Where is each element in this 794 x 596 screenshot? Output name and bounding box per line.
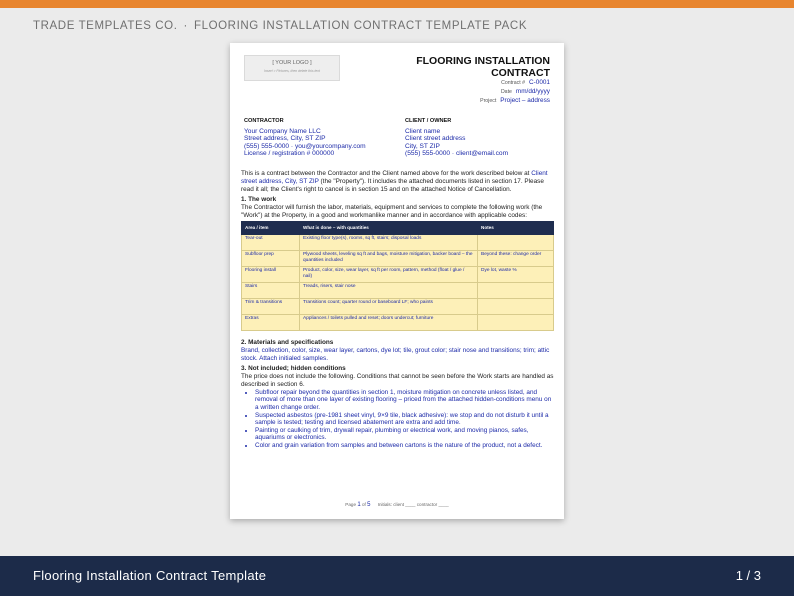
section-text: The price does not include the following. Conditions that cannot be seen before the Work starts are handled as described in section 6.: [241, 373, 554, 388]
client-line: (555) 555-0000 · client@email.com: [405, 150, 509, 158]
accent-stripe: [0, 0, 794, 8]
table-cell: Product, color, size, wear layer, sq ft per room, pattern, method (float / glue / nail): [300, 267, 478, 283]
header-separator: ·: [183, 20, 188, 32]
client-line: Client street address: [405, 135, 466, 143]
table-row: [242, 299, 554, 315]
project-value: Project – address: [500, 96, 550, 104]
list-item: • Color and grain variation from samples and between cartons is the nature of the product, not a defect.: [255, 442, 554, 449]
intro-text: This is a contract between the Contractor and the Client named above for the work described below at: [241, 170, 532, 177]
slide-indicator: 1 / 3: [735, 568, 761, 583]
client-label: CLIENT / OWNER: [405, 118, 452, 124]
list-item: • Subfloor repair beyond the quantities in section 1, moisture mitigation on concrete unless listed, and removal of more than one layer of existing flooring – priced from the attached hidden-conditions menu on a written change order.: [255, 389, 554, 411]
contract-number-label: Contract #: [501, 80, 526, 86]
table-cell: Existing floor type(s), rooms, sq ft, stairs; disposal loads: [300, 235, 478, 251]
table-cell: Transitions count; quarter round or baseboard LF; who paints: [300, 299, 478, 315]
table-row: [242, 267, 554, 283]
page-total: 5: [367, 502, 371, 508]
section-heading: 1. The work: [241, 196, 277, 203]
client-line: Client name: [405, 127, 441, 135]
table-row: [242, 283, 554, 299]
table-cell: [478, 283, 554, 299]
contractor-line: Your Company Name LLC: [244, 127, 321, 135]
table-cell: Subfloor prep: [242, 251, 300, 267]
table-cell: Stairs: [242, 283, 300, 299]
contract-body: [241, 170, 554, 450]
intro-address: Client street address, City, ST ZIP: [241, 170, 548, 185]
table-row: [242, 315, 554, 331]
spacer: [241, 331, 554, 337]
document-title: [416, 55, 550, 79]
client-line: City, ST ZIP: [405, 142, 440, 150]
table-header-row: [242, 222, 554, 235]
table-cell: Trim & transitions: [242, 299, 300, 315]
page-word: Page: [345, 502, 357, 507]
of-word: of: [361, 502, 366, 507]
document-preview: [230, 43, 564, 519]
initials-line: Initials: client ____ contractor ____: [377, 502, 449, 507]
table-cell: Dye lot, waste %: [478, 267, 554, 283]
exclusions-list: [255, 389, 554, 450]
table-cell: Appliances / toilets pulled and reset; doors undercut; furniture: [300, 315, 478, 331]
section-text: The Contractor will furnish the labor, materials, equipment and services to complete the following work (the "Work") at the Property, in a good and workmanlike manner and in accordance with applicable codes:: [241, 204, 543, 219]
client-block: [405, 118, 508, 158]
date-value: mm/dd/yyyy: [515, 87, 550, 95]
work-table: [241, 221, 554, 331]
table-cell: Tear-out: [242, 235, 300, 251]
pack-title: FLOORING INSTALLATION CONTRACT TEMPLATE PACK: [193, 20, 528, 32]
logo-placeholder: [244, 55, 340, 81]
table-cell: [478, 315, 554, 331]
page-number: 1: [357, 502, 361, 508]
column-header: Area / item: [242, 222, 300, 235]
column-header: What is done – with quantities: [300, 222, 478, 235]
table-cell: Plywood sheets, leveling sq ft and bags, moisture mitigation, backer board – the quantities included: [300, 251, 478, 267]
title-line-1: FLOORING INSTALLATION: [416, 55, 550, 67]
table-cell: Beyond these: change order: [478, 251, 554, 267]
list-item: • Suspected asbestos (pre-1981 sheet vinyl, 9×9 tile, black adhesive): we stop and do not disturb it until a sample is tested; testing and licensed abatement are extra and add time.: [255, 412, 554, 427]
title-line-2: CONTRACT: [491, 67, 550, 79]
pack-header: [33, 20, 527, 32]
logo-hint: Insert > Pictures, then delete this text: [264, 69, 320, 73]
contract-number-value: C-0001: [529, 79, 550, 86]
date-label: Date: [500, 88, 512, 95]
table-cell: Treads, risers, stair nose: [300, 283, 478, 299]
contract-meta: [480, 79, 550, 105]
intro-text-end: (the "Property"). It includes the attached documents listed in section 17. Please read it all; the Client's right to cancel is in section 15 and on the attached Notice of Cancellation.: [241, 178, 544, 193]
contractor-line: Street address, City, ST ZIP: [244, 135, 326, 143]
brand-name: TRADE TEMPLATES CO.: [33, 20, 178, 32]
contractor-line: (555) 555-0000 · you@yourcompany.com: [244, 142, 366, 150]
table-row: [242, 235, 554, 251]
page-footer: [230, 502, 564, 508]
table-cell: Extras: [242, 315, 300, 331]
table-row: [242, 251, 554, 267]
table-cell: [478, 299, 554, 315]
contractor-label: CONTRACTOR: [244, 118, 284, 124]
table-cell: Flooring install: [242, 267, 300, 283]
contractor-block: [244, 118, 366, 158]
contractor-line: License / registration # 000000: [244, 150, 335, 158]
list-item: • Painting or caulking of trim, drywall repair, plumbing or electrical work, and moving pianos, safes, aquariums or electronics.: [255, 427, 554, 442]
bottom-bar: [0, 556, 794, 596]
intro-paragraph: [241, 170, 554, 194]
bottom-title: Flooring Installation Contract Template: [33, 568, 267, 583]
table-cell: [478, 235, 554, 251]
project-label: Project: [480, 97, 497, 104]
logo-label: [ YOUR LOGO ]: [272, 60, 312, 66]
section-heading: 3. Not included; hidden conditions: [241, 365, 346, 372]
section-text: Brand, collection, color, size, wear layer, cartons, dye lot; tile, grout color; stair nose and transitions; trim; attic stock. Attach initialed samples.: [241, 347, 550, 362]
column-header: Notes: [478, 222, 554, 235]
section-heading: 2. Materials and specifications: [241, 339, 334, 346]
